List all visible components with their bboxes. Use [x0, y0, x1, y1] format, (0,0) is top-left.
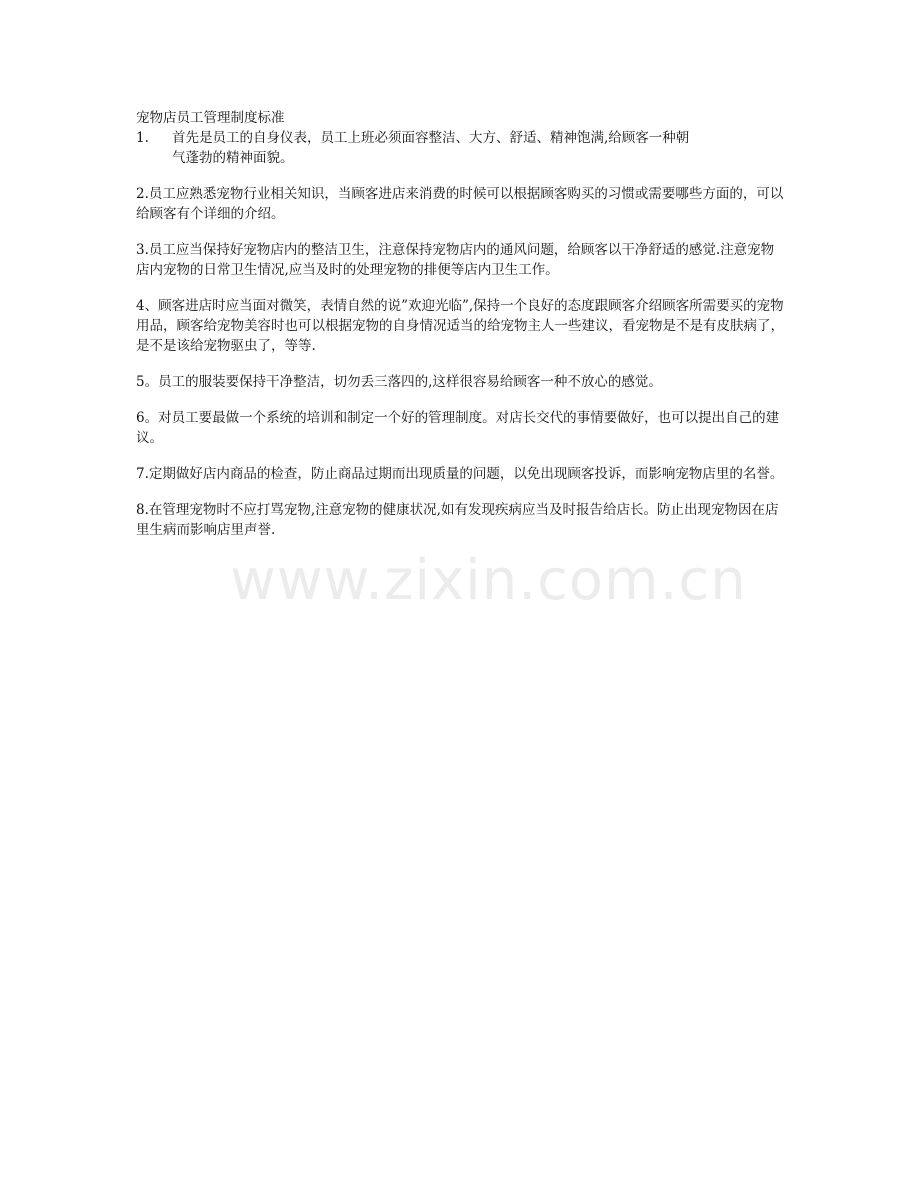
- rule-item-3: 3.员工应当保持好宠物店内的整洁卫生，注意保持宠物店内的通风问题，给顾客以干净舒适的感觉.注意宠物店内宠物的日常卫生情况,应当及时的处理宠物的排便等店内卫生工作。: [136, 242, 775, 278]
- document-title: 宠物店员工管理制度标准: [136, 110, 285, 126]
- rule-item-5: 5。员工的服装要保持干净整洁，切勿丢三落四的,这样很容易给顾客一种不放心的感觉。: [136, 374, 662, 390]
- watermark: www.zixin.com.cn: [230, 548, 747, 613]
- rule-item-8: 8.在管理宠物时不应打骂宠物,注意宠物的健康状况,如有发现疾病应当及时报告给店长。防止出现宠物因在店里生病而影响店里声誉.: [136, 502, 779, 538]
- rule-item-7: 7.定期做好店内商品的检查，防止商品过期而出现质量的问题，以免出现顾客投诉，而影响宠物店里的名誉。: [136, 466, 784, 482]
- rule-item-6: 6。对员工要最做一个系统的培训和制定一个好的管理制度。对店长交代的事情要做好，也可以提出自己的建议。: [136, 410, 780, 446]
- rule-number: 1.: [136, 130, 149, 146]
- rule-item-4: 4、顾客进店时应当面对微笑，表情自然的说”欢迎光临”,保持一个良好的态度跟顾客介绍顾客所需要买的宠物用品，顾客给宠物美容时也可以根据宠物的自身情况适当的给宠物主人一些建议，看宠物是不是有皮肤病了，是不是该给宠物驱虫了，等等.: [136, 298, 784, 354]
- rule-text: [172, 128, 786, 168]
- rule-text-line: 气蓬勃的精神面貌。: [172, 150, 294, 166]
- rule-item-2: 2.员工应熟悉宠物行业相关知识，当顾客进店来消费的时候可以根据顾客购买的习惯或需要哪些方面的，可以给顾客有个详细的介绍。: [136, 186, 784, 222]
- rule-item-1: [136, 128, 786, 168]
- document-body: [136, 108, 786, 556]
- rule-text-line: 首先是员工的自身仪表，员工上班必须面容整洁、大方、舒适、精神饱满,给顾客一种朝: [172, 130, 690, 146]
